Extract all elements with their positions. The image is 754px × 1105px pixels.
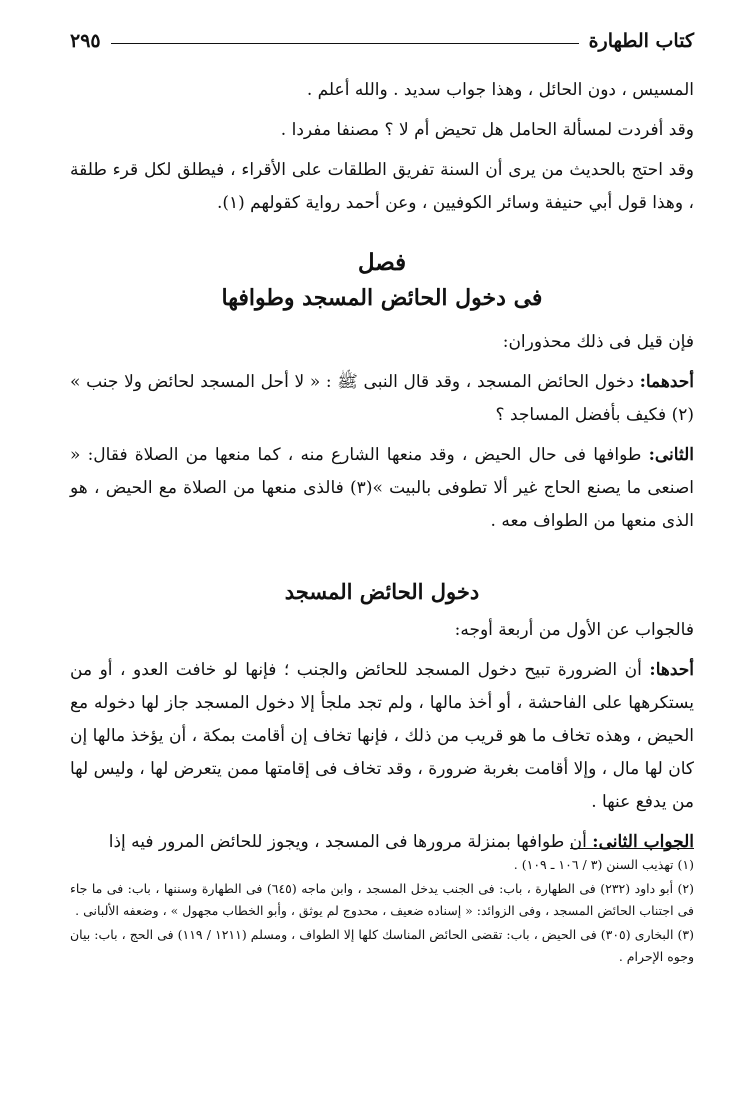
paragraph: فالجواب عن الأول من أربعة أوجه: [454, 620, 694, 640]
point-text: أن طوافها بمنزلة مرورها فى المسجد ، ويجوز للحائض المرور فيه إذا [108, 832, 593, 852]
paragraph: المسيس ، دون الحائل ، وهذا جواب سديد . والله أعلم . [306, 80, 694, 100]
point-label: أحدها: [649, 660, 694, 680]
point-label: أحدهما: [639, 372, 694, 392]
point-text: دخول الحائض المسجد ، وقد قال النبى ﷺ : « لا أحل المسجد لحائض ولا جنب » (٢) فكيف بأفضل المساجد ؟ [70, 372, 694, 425]
paragraph [70, 439, 694, 538]
footnote-separator [570, 848, 694, 849]
footnote: (١) تهذيب السنن (٣ / ١٠٦ ـ ١٠٩) . [513, 857, 694, 872]
point-text: أن الضرورة تبيح دخول المسجد للحائض والجنب ؛ فإنها لو خافت العدو ، أو من يستكرهها على الفاحشة ، أو أخذ مالها ، ولم تجد ملجأ إلا دخول المسجد جاز لها دخوله مع الحيض ، وهذه تخاف ما هو قريب من ذلك ، فإنها تخاف إن أقامت بمكة ، أن يؤخذ مالها إن كان لها مال ، وإلا أقامت بغربة ضرورة ، وقد تخاف فى إقامتها ممن يتعرض لها ، وليس لها من يدفع عنها . [70, 660, 694, 812]
point-label: الثانى: [648, 445, 694, 465]
main-text [70, 74, 694, 866]
paragraph [70, 366, 694, 432]
paragraph [70, 654, 694, 819]
footnote: (٢) أبو داود (٢٣٢) فى الطهارة ، باب: فى الجنب يدخل المسجد ، وابن ماجه (٦٤٥) فى الطهارة وسننها ، باب: فى ما جاء فى اجتناب الحائض المسجد ، وفى الزوائد: « إسناده ضعيف ، محدوج لم يوثق ، وأبو الخطاب مجهول » ، وضعفه الألبانى . [70, 881, 695, 918]
chapter-title: كتاب الطهارة [588, 30, 694, 52]
page-number: ٢٩٥ [70, 30, 101, 52]
footnotes [70, 852, 694, 970]
point-label: الجواب الثانى: [592, 832, 694, 852]
paragraph: وقد أفردت لمسألة الحامل هل تحيض أم لا ؟ مصنفا مفردا . [280, 120, 694, 140]
section-heading: فصل [357, 249, 407, 276]
section-heading: دخول الحائض المسجد [284, 579, 480, 604]
footnote: (٣) البخارى (٣٠٥) فى الحيض ، باب: تقضى الحائض المناسك كلها إلا الطواف ، ومسلم (١٢١١ / ١١٩) فى الحج ، باب: بيان وجوه الإحرام . [70, 927, 694, 964]
point-text: طوافها فى حال الحيض ، وقد منعها الشارع منه ، كما منعها من الصلاة فقال: « اصنعى ما يصنع الحاج غير ألا تطوفى بالبيت »(٣) فالذى منعها من الصلاة مع الحيض ، هو الذى منعها من الطواف معه . [70, 445, 694, 531]
header-rule [111, 43, 579, 44]
paragraph: وقد احتج بالحديث من يرى أن السنة تفريق الطلقات على الأقراء ، فيطلق لكل قرء طلقة ، وهذا قول أبي حنيفة وسائر الكوفيين ، وعن أحمد رواية كقولهم (١). [70, 160, 694, 213]
paragraph: فإن قيل فى ذلك محذوران: [502, 332, 694, 352]
section-subheading: فى دخول الحائض المسجد وطوافها [221, 285, 543, 311]
running-header [70, 26, 694, 56]
